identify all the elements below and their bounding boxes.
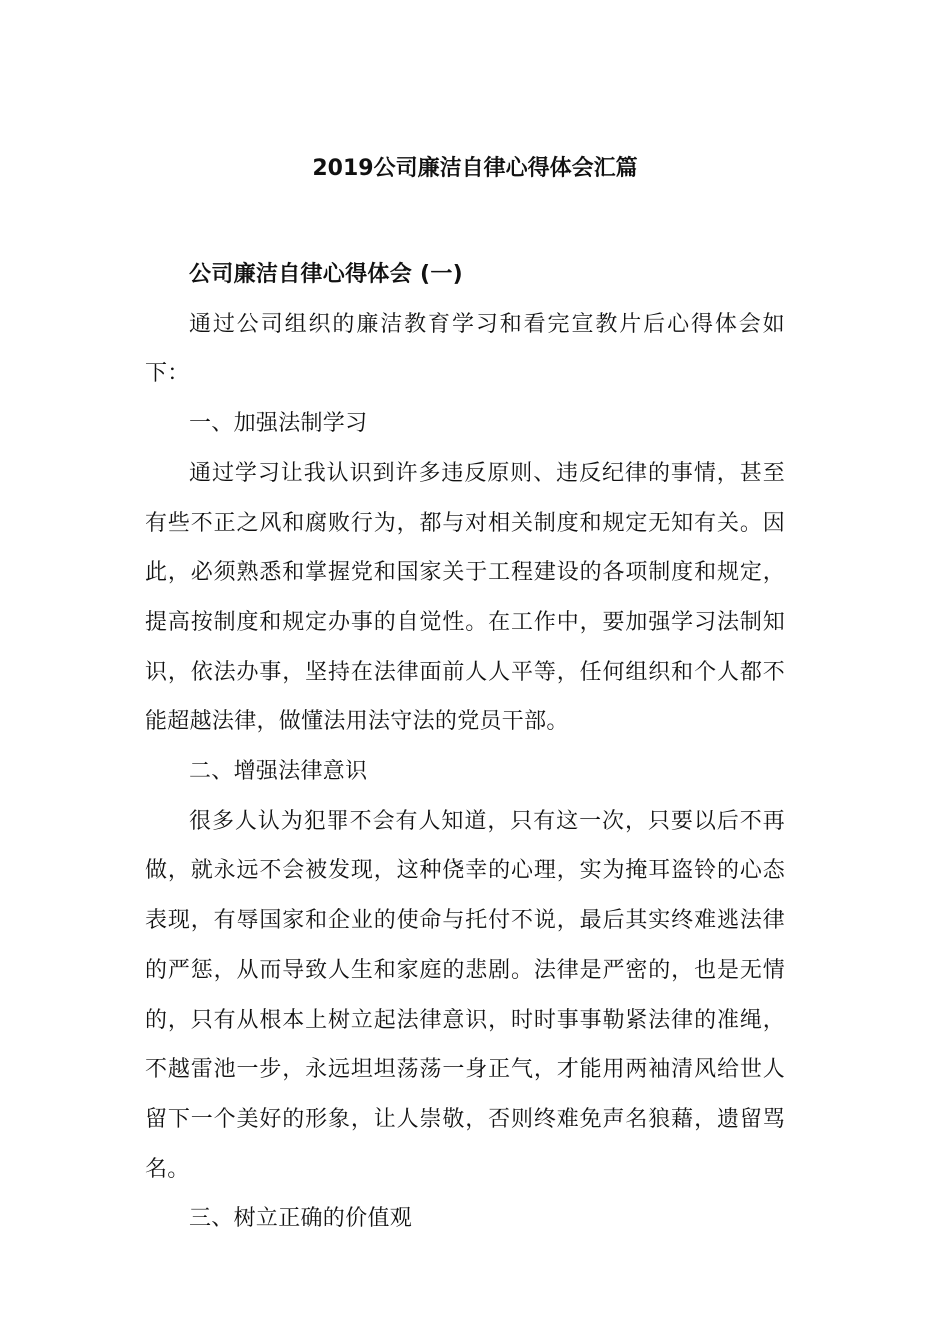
document-body	[145, 250, 785, 1244]
document-title: 2019公司廉洁自律心得体会汇篇	[312, 156, 638, 181]
section-heading-1: 一、加强法制学习	[189, 411, 368, 437]
section-subtitle: 公司廉洁自律心得体会 (一)	[189, 262, 463, 287]
section-heading-3: 三、树立正确的价值观	[189, 1206, 413, 1232]
section-paragraph-1: 通过学习让我认识到许多违反原则、违反纪律的事情，甚至有些不正之风和腐败行为，都与对相关制度和规定无知有关。因此，必须熟悉和掌握党和国家关于工程建设的各项制度和规定，提高按制度和规定办事的自觉性。在工作中，要加强学习法制知识，依法办事，坚持在法律面前人人平等，任何组织和个人都不能超越法律，做懂法用法守法的党员干部。	[145, 460, 785, 735]
intro-paragraph: 通过公司组织的廉洁教育学习和看完宣教片后心得体会如下：	[145, 311, 785, 387]
section-paragraph-2: 很多人认为犯罪不会有人知道，只有这一次，只要以后不再做，就永远不会被发现，这种侥幸的心理，实为掩耳盗铃的心态表现，有辱国家和企业的使命与托付不说，最后其实终难逃法律的严惩，从而导致人生和家庭的悲剧。法律是严密的，也是无情的，只有从根本上树立起法律意识，时时事事勒紧法律的准绳，不越雷池一步，永远坦坦荡荡一身正气，才能用两袖清风给世人留下一个美好的形象，让人崇敬，否则终难免声名狼藉，遗留骂名。	[145, 808, 785, 1182]
section-heading-2: 二、增强法律意识	[189, 759, 368, 785]
